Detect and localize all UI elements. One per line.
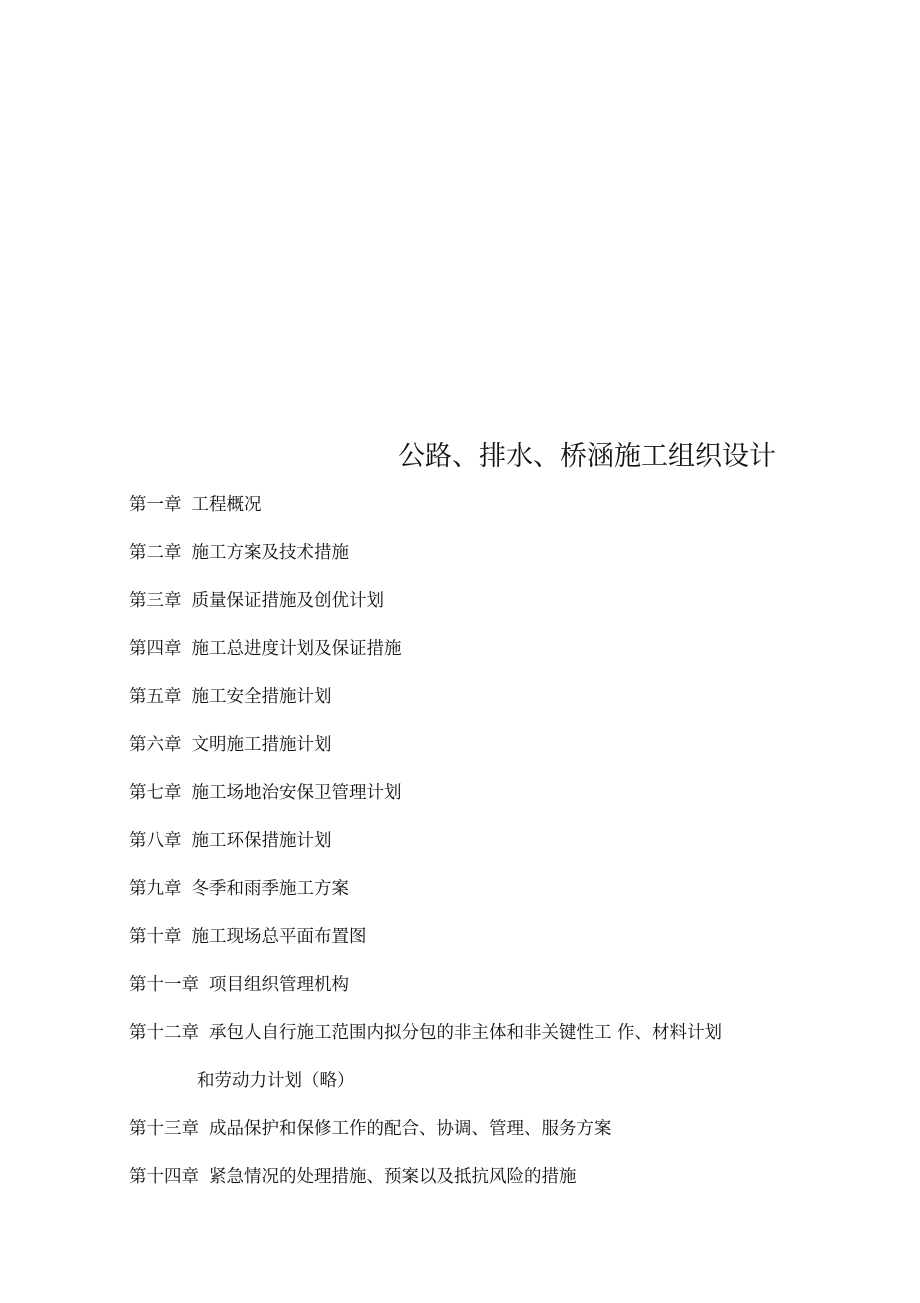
toc-item-4 <box>129 632 829 680</box>
toc-item-8 <box>129 824 829 872</box>
chapter-title: 冬季和雨季施工方案 <box>191 879 349 899</box>
chapter-title: 成品保护和保修工作的配合、协调、管理、服务方案 <box>209 1119 612 1139</box>
chapter-title: 施工现场总平面布置图 <box>191 927 367 947</box>
table-of-contents <box>129 488 829 1208</box>
chapter-title: 施工场地治安保卫管理计划 <box>191 783 402 803</box>
chapter-number: 第三章 <box>129 591 182 611</box>
toc-item-7 <box>129 776 829 824</box>
chapter-title: 承包人自行施工范围内拟分包的非主体和非关键性工 作、材料计划 <box>209 1023 723 1043</box>
chapter-number: 第十一章 <box>129 975 199 995</box>
chapter-number: 第二章 <box>129 543 182 563</box>
toc-item-3 <box>129 584 829 632</box>
toc-item-12 <box>129 1016 829 1064</box>
chapter-number: 第十章 <box>129 927 182 947</box>
toc-item-13 <box>129 1112 829 1160</box>
chapter-number: 第十二章 <box>129 1023 199 1043</box>
chapter-title: 工程概况 <box>191 495 262 515</box>
chapter-number: 第五章 <box>129 687 182 707</box>
chapter-title: 施工安全措施计划 <box>191 687 332 707</box>
document-title: 公路、排水、桥涵施工组织设计 <box>398 441 776 472</box>
toc-item-1 <box>129 488 829 536</box>
chapter-number: 第十三章 <box>129 1119 199 1139</box>
toc-item-5 <box>129 680 829 728</box>
chapter-number: 第四章 <box>129 639 182 659</box>
chapter-title: 施工方案及技术措施 <box>191 543 349 563</box>
toc-item-10 <box>129 920 829 968</box>
chapter-number: 第九章 <box>129 879 182 899</box>
chapter-number: 第十四章 <box>129 1167 199 1187</box>
toc-item-11 <box>129 968 829 1016</box>
toc-item-6 <box>129 728 829 776</box>
chapter-number: 第八章 <box>129 831 182 851</box>
toc-item-14 <box>129 1160 829 1208</box>
chapter-title: 质量保证措施及创优计划 <box>191 591 384 611</box>
chapter-title: 施工环保措施计划 <box>191 831 332 851</box>
toc-item-9 <box>129 872 829 920</box>
chapter-number: 第七章 <box>129 783 182 803</box>
toc-item-2 <box>129 536 829 584</box>
chapter-title: 项目组织管理机构 <box>209 975 349 995</box>
chapter-number: 第一章 <box>129 495 182 515</box>
chapter-title: 文明施工措施计划 <box>191 735 332 755</box>
chapter-title: 紧急情况的处理措施、预案以及抵抗风险的措施 <box>209 1167 577 1187</box>
chapter-number: 第六章 <box>129 735 182 755</box>
toc-item-12-continuation: 和劳动力计划（略） <box>197 1071 355 1091</box>
chapter-title: 施工总进度计划及保证措施 <box>191 639 402 659</box>
